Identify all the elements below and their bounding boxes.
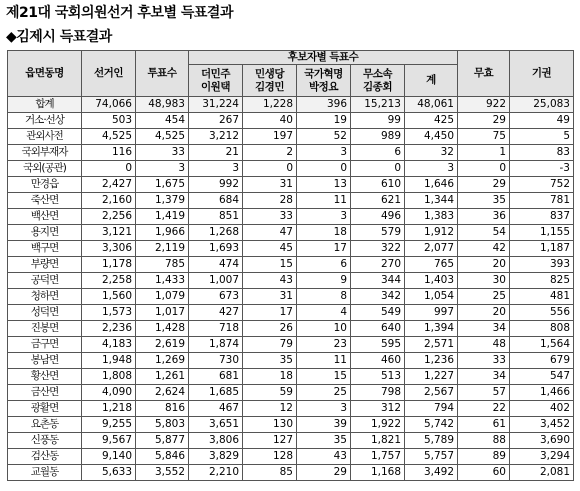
invalid-cell: 22 bbox=[458, 401, 510, 417]
candidate-4-votes-cell: 610 bbox=[351, 177, 405, 193]
candidate-4-votes-cell: 621 bbox=[351, 193, 405, 209]
region-name-cell: 백구면 bbox=[8, 241, 82, 257]
candidate-2-votes-cell: 31 bbox=[243, 177, 297, 193]
sum-cell: 5,757 bbox=[405, 449, 458, 465]
candidate-1-votes-cell: 1,685 bbox=[189, 385, 243, 401]
candidate-3-votes-cell: 4 bbox=[297, 305, 351, 321]
abstain-cell: 481 bbox=[510, 289, 574, 305]
candidate-1-votes-cell: 730 bbox=[189, 353, 243, 369]
votes-cell: 1,433 bbox=[136, 273, 189, 289]
document-title: 제21대 국회의원선거 후보별 득표결과 bbox=[6, 5, 233, 21]
candidate-3-votes-cell: 0 bbox=[297, 161, 351, 177]
region-name-cell: 신풍동 bbox=[8, 433, 82, 449]
candidate-1-votes-cell: 851 bbox=[189, 209, 243, 225]
votes-cell: 1,079 bbox=[136, 289, 189, 305]
table-row bbox=[8, 193, 574, 209]
candidate-4-votes-cell: 989 bbox=[351, 129, 405, 145]
electors-cell: 1,560 bbox=[82, 289, 136, 305]
votes-cell: 4,525 bbox=[136, 129, 189, 145]
sum-cell: 1,403 bbox=[405, 273, 458, 289]
abstain-cell: 2,081 bbox=[510, 465, 574, 481]
candidate-4-votes-cell: 1,757 bbox=[351, 449, 405, 465]
sum-cell: 1,236 bbox=[405, 353, 458, 369]
candidate-3-votes-cell: 6 bbox=[297, 257, 351, 273]
invalid-cell: 25 bbox=[458, 289, 510, 305]
candidate-3-votes-cell: 3 bbox=[297, 145, 351, 161]
invalid-cell: 29 bbox=[458, 177, 510, 193]
abstain-cell: 1,466 bbox=[510, 385, 574, 401]
electors-cell: 1,178 bbox=[82, 257, 136, 273]
candidate-4-votes-cell: 496 bbox=[351, 209, 405, 225]
invalid-cell: 30 bbox=[458, 273, 510, 289]
invalid-cell: 75 bbox=[458, 129, 510, 145]
header-candidate-votes: 후보자별 득표수 bbox=[189, 51, 458, 65]
table-row bbox=[8, 433, 574, 449]
sum-cell: 997 bbox=[405, 305, 458, 321]
invalid-cell: 20 bbox=[458, 257, 510, 273]
invalid-cell: 36 bbox=[458, 209, 510, 225]
candidate-3-votes-cell: 9 bbox=[297, 273, 351, 289]
candidate-2-votes-cell: 130 bbox=[243, 417, 297, 433]
candidate-3-votes-cell: 43 bbox=[297, 449, 351, 465]
candidate-4-party: 무소속 bbox=[363, 67, 392, 80]
sum-cell: 1,394 bbox=[405, 321, 458, 337]
abstain-cell: 825 bbox=[510, 273, 574, 289]
electors-cell: 1,218 bbox=[82, 401, 136, 417]
candidate-2-votes-cell: 18 bbox=[243, 369, 297, 385]
sum-cell: 3 bbox=[405, 161, 458, 177]
candidate-3-votes-cell: 29 bbox=[297, 465, 351, 481]
votes-cell: 1,379 bbox=[136, 193, 189, 209]
candidate-1-votes-cell: 1,268 bbox=[189, 225, 243, 241]
candidate-4-votes-cell: 460 bbox=[351, 353, 405, 369]
sum-cell: 3,492 bbox=[405, 465, 458, 481]
abstain-cell: -3 bbox=[510, 161, 574, 177]
candidate-1-votes-cell: 681 bbox=[189, 369, 243, 385]
table-row bbox=[8, 353, 574, 369]
electors-cell: 2,256 bbox=[82, 209, 136, 225]
candidate-4-votes-cell: 549 bbox=[351, 305, 405, 321]
region-name-cell: 만경읍 bbox=[8, 177, 82, 193]
total-row bbox=[8, 97, 574, 113]
sum-cell: 1,383 bbox=[405, 209, 458, 225]
candidate-2-votes-cell: 26 bbox=[243, 321, 297, 337]
abstain-cell: 83 bbox=[510, 145, 574, 161]
table-row bbox=[8, 449, 574, 465]
candidate-3-votes-cell: 10 bbox=[297, 321, 351, 337]
results-table bbox=[7, 50, 574, 481]
candidate-1-party: 더민주 bbox=[201, 67, 230, 80]
candidate-3-votes-cell: 11 bbox=[297, 353, 351, 369]
invalid-cell: 922 bbox=[458, 97, 510, 113]
invalid-cell: 35 bbox=[458, 193, 510, 209]
electors-cell: 0 bbox=[82, 161, 136, 177]
header-region: 읍면동명 bbox=[8, 51, 82, 97]
candidate-4-votes-cell: 579 bbox=[351, 225, 405, 241]
table-row bbox=[8, 225, 574, 241]
sum-cell: 2,567 bbox=[405, 385, 458, 401]
candidate-2-votes-cell: 127 bbox=[243, 433, 297, 449]
candidate-3-votes-cell: 3 bbox=[297, 401, 351, 417]
abstain-cell: 5 bbox=[510, 129, 574, 145]
candidate-3-votes-cell: 13 bbox=[297, 177, 351, 193]
region-name-cell: 요촌동 bbox=[8, 417, 82, 433]
electors-cell: 1,573 bbox=[82, 305, 136, 321]
candidate-2-votes-cell: 59 bbox=[243, 385, 297, 401]
abstain-cell: 1,155 bbox=[510, 225, 574, 241]
candidate-3-votes-cell: 19 bbox=[297, 113, 351, 129]
candidate-4-votes-cell: 1,168 bbox=[351, 465, 405, 481]
region-name-cell: 국외(공관) bbox=[8, 161, 82, 177]
votes-cell: 1,428 bbox=[136, 321, 189, 337]
electors-cell: 3,306 bbox=[82, 241, 136, 257]
region-name-cell: 광활면 bbox=[8, 401, 82, 417]
region-name-cell: 봉남면 bbox=[8, 353, 82, 369]
candidate-2-votes-cell: 15 bbox=[243, 257, 297, 273]
invalid-cell: 88 bbox=[458, 433, 510, 449]
candidate-3-votes-cell: 39 bbox=[297, 417, 351, 433]
candidate-2-votes-cell: 85 bbox=[243, 465, 297, 481]
votes-cell: 1,269 bbox=[136, 353, 189, 369]
candidate-3-name: 박정요 bbox=[309, 80, 338, 93]
candidate-1-votes-cell: 3 bbox=[189, 161, 243, 177]
region-name-cell: 청하면 bbox=[8, 289, 82, 305]
votes-cell: 3 bbox=[136, 161, 189, 177]
abstain-cell: 752 bbox=[510, 177, 574, 193]
candidate-2-votes-cell: 2 bbox=[243, 145, 297, 161]
votes-cell: 2,619 bbox=[136, 337, 189, 353]
candidate-3-votes-cell: 8 bbox=[297, 289, 351, 305]
region-name-cell: 거소·선상 bbox=[8, 113, 82, 129]
region-name-cell: 공덕면 bbox=[8, 273, 82, 289]
sum-cell: 765 bbox=[405, 257, 458, 273]
abstain-cell: 393 bbox=[510, 257, 574, 273]
table-row bbox=[8, 241, 574, 257]
invalid-cell: 61 bbox=[458, 417, 510, 433]
abstain-cell: 1,564 bbox=[510, 337, 574, 353]
invalid-cell: 1 bbox=[458, 145, 510, 161]
table-row bbox=[8, 161, 574, 177]
region-name-cell: 부량면 bbox=[8, 257, 82, 273]
candidate-2-votes-cell: 79 bbox=[243, 337, 297, 353]
candidate-2-votes-cell: 47 bbox=[243, 225, 297, 241]
votes-cell: 1,966 bbox=[136, 225, 189, 241]
candidate-3-votes-cell: 52 bbox=[297, 129, 351, 145]
candidate-3-party: 국가혁명 bbox=[304, 67, 343, 80]
votes-cell: 3,552 bbox=[136, 465, 189, 481]
candidate-4-votes-cell: 15,213 bbox=[351, 97, 405, 113]
candidate-2-votes-cell: 0 bbox=[243, 161, 297, 177]
candidate-1-name: 이원택 bbox=[201, 80, 230, 93]
votes-cell: 2,119 bbox=[136, 241, 189, 257]
abstain-cell: 25,083 bbox=[510, 97, 574, 113]
sum-cell: 5,742 bbox=[405, 417, 458, 433]
table-row bbox=[8, 209, 574, 225]
abstain-cell: 3,452 bbox=[510, 417, 574, 433]
region-name-cell: 금산면 bbox=[8, 385, 82, 401]
sum-cell: 48,061 bbox=[405, 97, 458, 113]
abstain-cell: 1,187 bbox=[510, 241, 574, 257]
candidate-1-votes-cell: 427 bbox=[189, 305, 243, 321]
table-row bbox=[8, 177, 574, 193]
header-abstain: 기권 bbox=[510, 51, 574, 97]
candidate-1-votes-cell: 684 bbox=[189, 193, 243, 209]
invalid-cell: 54 bbox=[458, 225, 510, 241]
header-candidate-2 bbox=[243, 65, 297, 97]
candidate-1-votes-cell: 467 bbox=[189, 401, 243, 417]
region-name-cell: 금구면 bbox=[8, 337, 82, 353]
table-row bbox=[8, 465, 574, 481]
abstain-cell: 402 bbox=[510, 401, 574, 417]
invalid-cell: 33 bbox=[458, 353, 510, 369]
electors-cell: 4,090 bbox=[82, 385, 136, 401]
header-candidate-3 bbox=[297, 65, 351, 97]
candidate-1-votes-cell: 1,874 bbox=[189, 337, 243, 353]
table-row bbox=[8, 257, 574, 273]
abstain-cell: 49 bbox=[510, 113, 574, 129]
electors-cell: 2,427 bbox=[82, 177, 136, 193]
candidate-1-votes-cell: 992 bbox=[189, 177, 243, 193]
region-name-cell: 교월동 bbox=[8, 465, 82, 481]
votes-cell: 1,419 bbox=[136, 209, 189, 225]
region-name-cell: 국외부재자 bbox=[8, 145, 82, 161]
candidate-3-votes-cell: 25 bbox=[297, 385, 351, 401]
candidate-1-votes-cell: 1,007 bbox=[189, 273, 243, 289]
table-row bbox=[8, 145, 574, 161]
table-header bbox=[8, 51, 574, 97]
sum-cell: 1,344 bbox=[405, 193, 458, 209]
sum-cell: 2,571 bbox=[405, 337, 458, 353]
abstain-cell: 808 bbox=[510, 321, 574, 337]
table-row bbox=[8, 369, 574, 385]
candidate-1-votes-cell: 1,693 bbox=[189, 241, 243, 257]
sum-cell: 1,912 bbox=[405, 225, 458, 241]
abstain-cell: 556 bbox=[510, 305, 574, 321]
sum-cell: 2,077 bbox=[405, 241, 458, 257]
invalid-cell: 20 bbox=[458, 305, 510, 321]
region-name-cell: 황산면 bbox=[8, 369, 82, 385]
header-invalid: 무효 bbox=[458, 51, 510, 97]
candidate-3-votes-cell: 23 bbox=[297, 337, 351, 353]
votes-cell: 5,846 bbox=[136, 449, 189, 465]
candidate-1-votes-cell: 718 bbox=[189, 321, 243, 337]
candidate-4-votes-cell: 6 bbox=[351, 145, 405, 161]
region-name-cell: 관외사전 bbox=[8, 129, 82, 145]
invalid-cell: 0 bbox=[458, 161, 510, 177]
candidate-3-votes-cell: 396 bbox=[297, 97, 351, 113]
candidate-4-votes-cell: 342 bbox=[351, 289, 405, 305]
table-row bbox=[8, 417, 574, 433]
electors-cell: 3,121 bbox=[82, 225, 136, 241]
electors-cell: 74,066 bbox=[82, 97, 136, 113]
candidate-4-name: 김종회 bbox=[363, 80, 392, 93]
candidate-2-votes-cell: 40 bbox=[243, 113, 297, 129]
candidate-1-votes-cell: 3,806 bbox=[189, 433, 243, 449]
candidate-1-votes-cell: 31,224 bbox=[189, 97, 243, 113]
candidate-4-votes-cell: 798 bbox=[351, 385, 405, 401]
electors-cell: 4,525 bbox=[82, 129, 136, 145]
candidate-1-votes-cell: 21 bbox=[189, 145, 243, 161]
votes-cell: 1,675 bbox=[136, 177, 189, 193]
votes-cell: 816 bbox=[136, 401, 189, 417]
sum-cell: 1,227 bbox=[405, 369, 458, 385]
candidate-2-name: 김경민 bbox=[255, 80, 284, 93]
candidate-4-votes-cell: 344 bbox=[351, 273, 405, 289]
abstain-cell: 3,294 bbox=[510, 449, 574, 465]
electors-cell: 1,808 bbox=[82, 369, 136, 385]
candidate-4-votes-cell: 322 bbox=[351, 241, 405, 257]
votes-cell: 1,017 bbox=[136, 305, 189, 321]
candidate-4-votes-cell: 270 bbox=[351, 257, 405, 273]
candidate-1-votes-cell: 673 bbox=[189, 289, 243, 305]
region-name-cell: 성덕면 bbox=[8, 305, 82, 321]
candidate-2-votes-cell: 33 bbox=[243, 209, 297, 225]
abstain-cell: 679 bbox=[510, 353, 574, 369]
candidate-2-votes-cell: 43 bbox=[243, 273, 297, 289]
electors-cell: 2,160 bbox=[82, 193, 136, 209]
header-sum: 계 bbox=[405, 65, 458, 97]
votes-cell: 48,983 bbox=[136, 97, 189, 113]
sum-cell: 425 bbox=[405, 113, 458, 129]
invalid-cell: 34 bbox=[458, 369, 510, 385]
region-name-cell: 진봉면 bbox=[8, 321, 82, 337]
electors-cell: 9,567 bbox=[82, 433, 136, 449]
abstain-cell: 3,690 bbox=[510, 433, 574, 449]
candidate-3-votes-cell: 11 bbox=[297, 193, 351, 209]
candidate-1-votes-cell: 2,210 bbox=[189, 465, 243, 481]
sum-cell: 4,450 bbox=[405, 129, 458, 145]
candidate-2-party: 민생당 bbox=[255, 67, 284, 80]
table-row bbox=[8, 401, 574, 417]
candidate-3-votes-cell: 17 bbox=[297, 241, 351, 257]
candidate-2-votes-cell: 31 bbox=[243, 289, 297, 305]
invalid-cell: 48 bbox=[458, 337, 510, 353]
header-candidate-4 bbox=[351, 65, 405, 97]
electors-cell: 2,236 bbox=[82, 321, 136, 337]
votes-cell: 5,803 bbox=[136, 417, 189, 433]
candidate-3-votes-cell: 35 bbox=[297, 433, 351, 449]
candidate-1-votes-cell: 474 bbox=[189, 257, 243, 273]
header-votes: 투표수 bbox=[136, 51, 189, 97]
region-name-cell: 백산면 bbox=[8, 209, 82, 225]
candidate-2-votes-cell: 17 bbox=[243, 305, 297, 321]
candidate-2-votes-cell: 197 bbox=[243, 129, 297, 145]
candidate-4-votes-cell: 513 bbox=[351, 369, 405, 385]
candidate-3-votes-cell: 15 bbox=[297, 369, 351, 385]
table-row bbox=[8, 129, 574, 145]
abstain-cell: 781 bbox=[510, 193, 574, 209]
region-name-cell: 검산동 bbox=[8, 449, 82, 465]
document-subtitle: ◆김제시 득표결과 bbox=[6, 29, 112, 45]
invalid-cell: 57 bbox=[458, 385, 510, 401]
region-name-cell: 용지면 bbox=[8, 225, 82, 241]
table-row bbox=[8, 385, 574, 401]
region-name-cell: 합계 bbox=[8, 97, 82, 113]
votes-cell: 785 bbox=[136, 257, 189, 273]
table-row bbox=[8, 113, 574, 129]
candidate-2-votes-cell: 35 bbox=[243, 353, 297, 369]
electors-cell: 2,258 bbox=[82, 273, 136, 289]
votes-cell: 2,624 bbox=[136, 385, 189, 401]
table-row bbox=[8, 273, 574, 289]
candidate-3-votes-cell: 3 bbox=[297, 209, 351, 225]
votes-cell: 1,261 bbox=[136, 369, 189, 385]
sum-cell: 794 bbox=[405, 401, 458, 417]
electors-cell: 1,948 bbox=[82, 353, 136, 369]
table-row bbox=[8, 289, 574, 305]
candidate-4-votes-cell: 1,922 bbox=[351, 417, 405, 433]
invalid-cell: 60 bbox=[458, 465, 510, 481]
header-electors: 선거인 bbox=[82, 51, 136, 97]
electors-cell: 9,255 bbox=[82, 417, 136, 433]
candidate-2-votes-cell: 45 bbox=[243, 241, 297, 257]
electors-cell: 4,183 bbox=[82, 337, 136, 353]
candidate-2-votes-cell: 28 bbox=[243, 193, 297, 209]
invalid-cell: 29 bbox=[458, 113, 510, 129]
invalid-cell: 34 bbox=[458, 321, 510, 337]
abstain-cell: 547 bbox=[510, 369, 574, 385]
candidate-3-votes-cell: 18 bbox=[297, 225, 351, 241]
invalid-cell: 42 bbox=[458, 241, 510, 257]
candidate-2-votes-cell: 12 bbox=[243, 401, 297, 417]
candidate-1-votes-cell: 267 bbox=[189, 113, 243, 129]
candidate-1-votes-cell: 3,651 bbox=[189, 417, 243, 433]
candidate-4-votes-cell: 99 bbox=[351, 113, 405, 129]
votes-cell: 33 bbox=[136, 145, 189, 161]
sum-cell: 1,646 bbox=[405, 177, 458, 193]
region-name-cell: 죽산면 bbox=[8, 193, 82, 209]
votes-cell: 454 bbox=[136, 113, 189, 129]
header-candidate-1 bbox=[189, 65, 243, 97]
sum-cell: 5,789 bbox=[405, 433, 458, 449]
candidate-4-votes-cell: 1,821 bbox=[351, 433, 405, 449]
candidate-2-votes-cell: 128 bbox=[243, 449, 297, 465]
electors-cell: 9,140 bbox=[82, 449, 136, 465]
candidate-2-votes-cell: 1,228 bbox=[243, 97, 297, 113]
candidate-4-votes-cell: 640 bbox=[351, 321, 405, 337]
table-row bbox=[8, 337, 574, 353]
table-body bbox=[8, 97, 574, 481]
votes-cell: 5,877 bbox=[136, 433, 189, 449]
candidate-1-votes-cell: 3,829 bbox=[189, 449, 243, 465]
electors-cell: 5,633 bbox=[82, 465, 136, 481]
candidate-4-votes-cell: 0 bbox=[351, 161, 405, 177]
table-row bbox=[8, 305, 574, 321]
table-row bbox=[8, 321, 574, 337]
candidate-1-votes-cell: 3,212 bbox=[189, 129, 243, 145]
invalid-cell: 89 bbox=[458, 449, 510, 465]
electors-cell: 116 bbox=[82, 145, 136, 161]
candidate-4-votes-cell: 312 bbox=[351, 401, 405, 417]
sum-cell: 1,054 bbox=[405, 289, 458, 305]
candidate-4-votes-cell: 595 bbox=[351, 337, 405, 353]
electors-cell: 503 bbox=[82, 113, 136, 129]
sum-cell: 32 bbox=[405, 145, 458, 161]
abstain-cell: 837 bbox=[510, 209, 574, 225]
